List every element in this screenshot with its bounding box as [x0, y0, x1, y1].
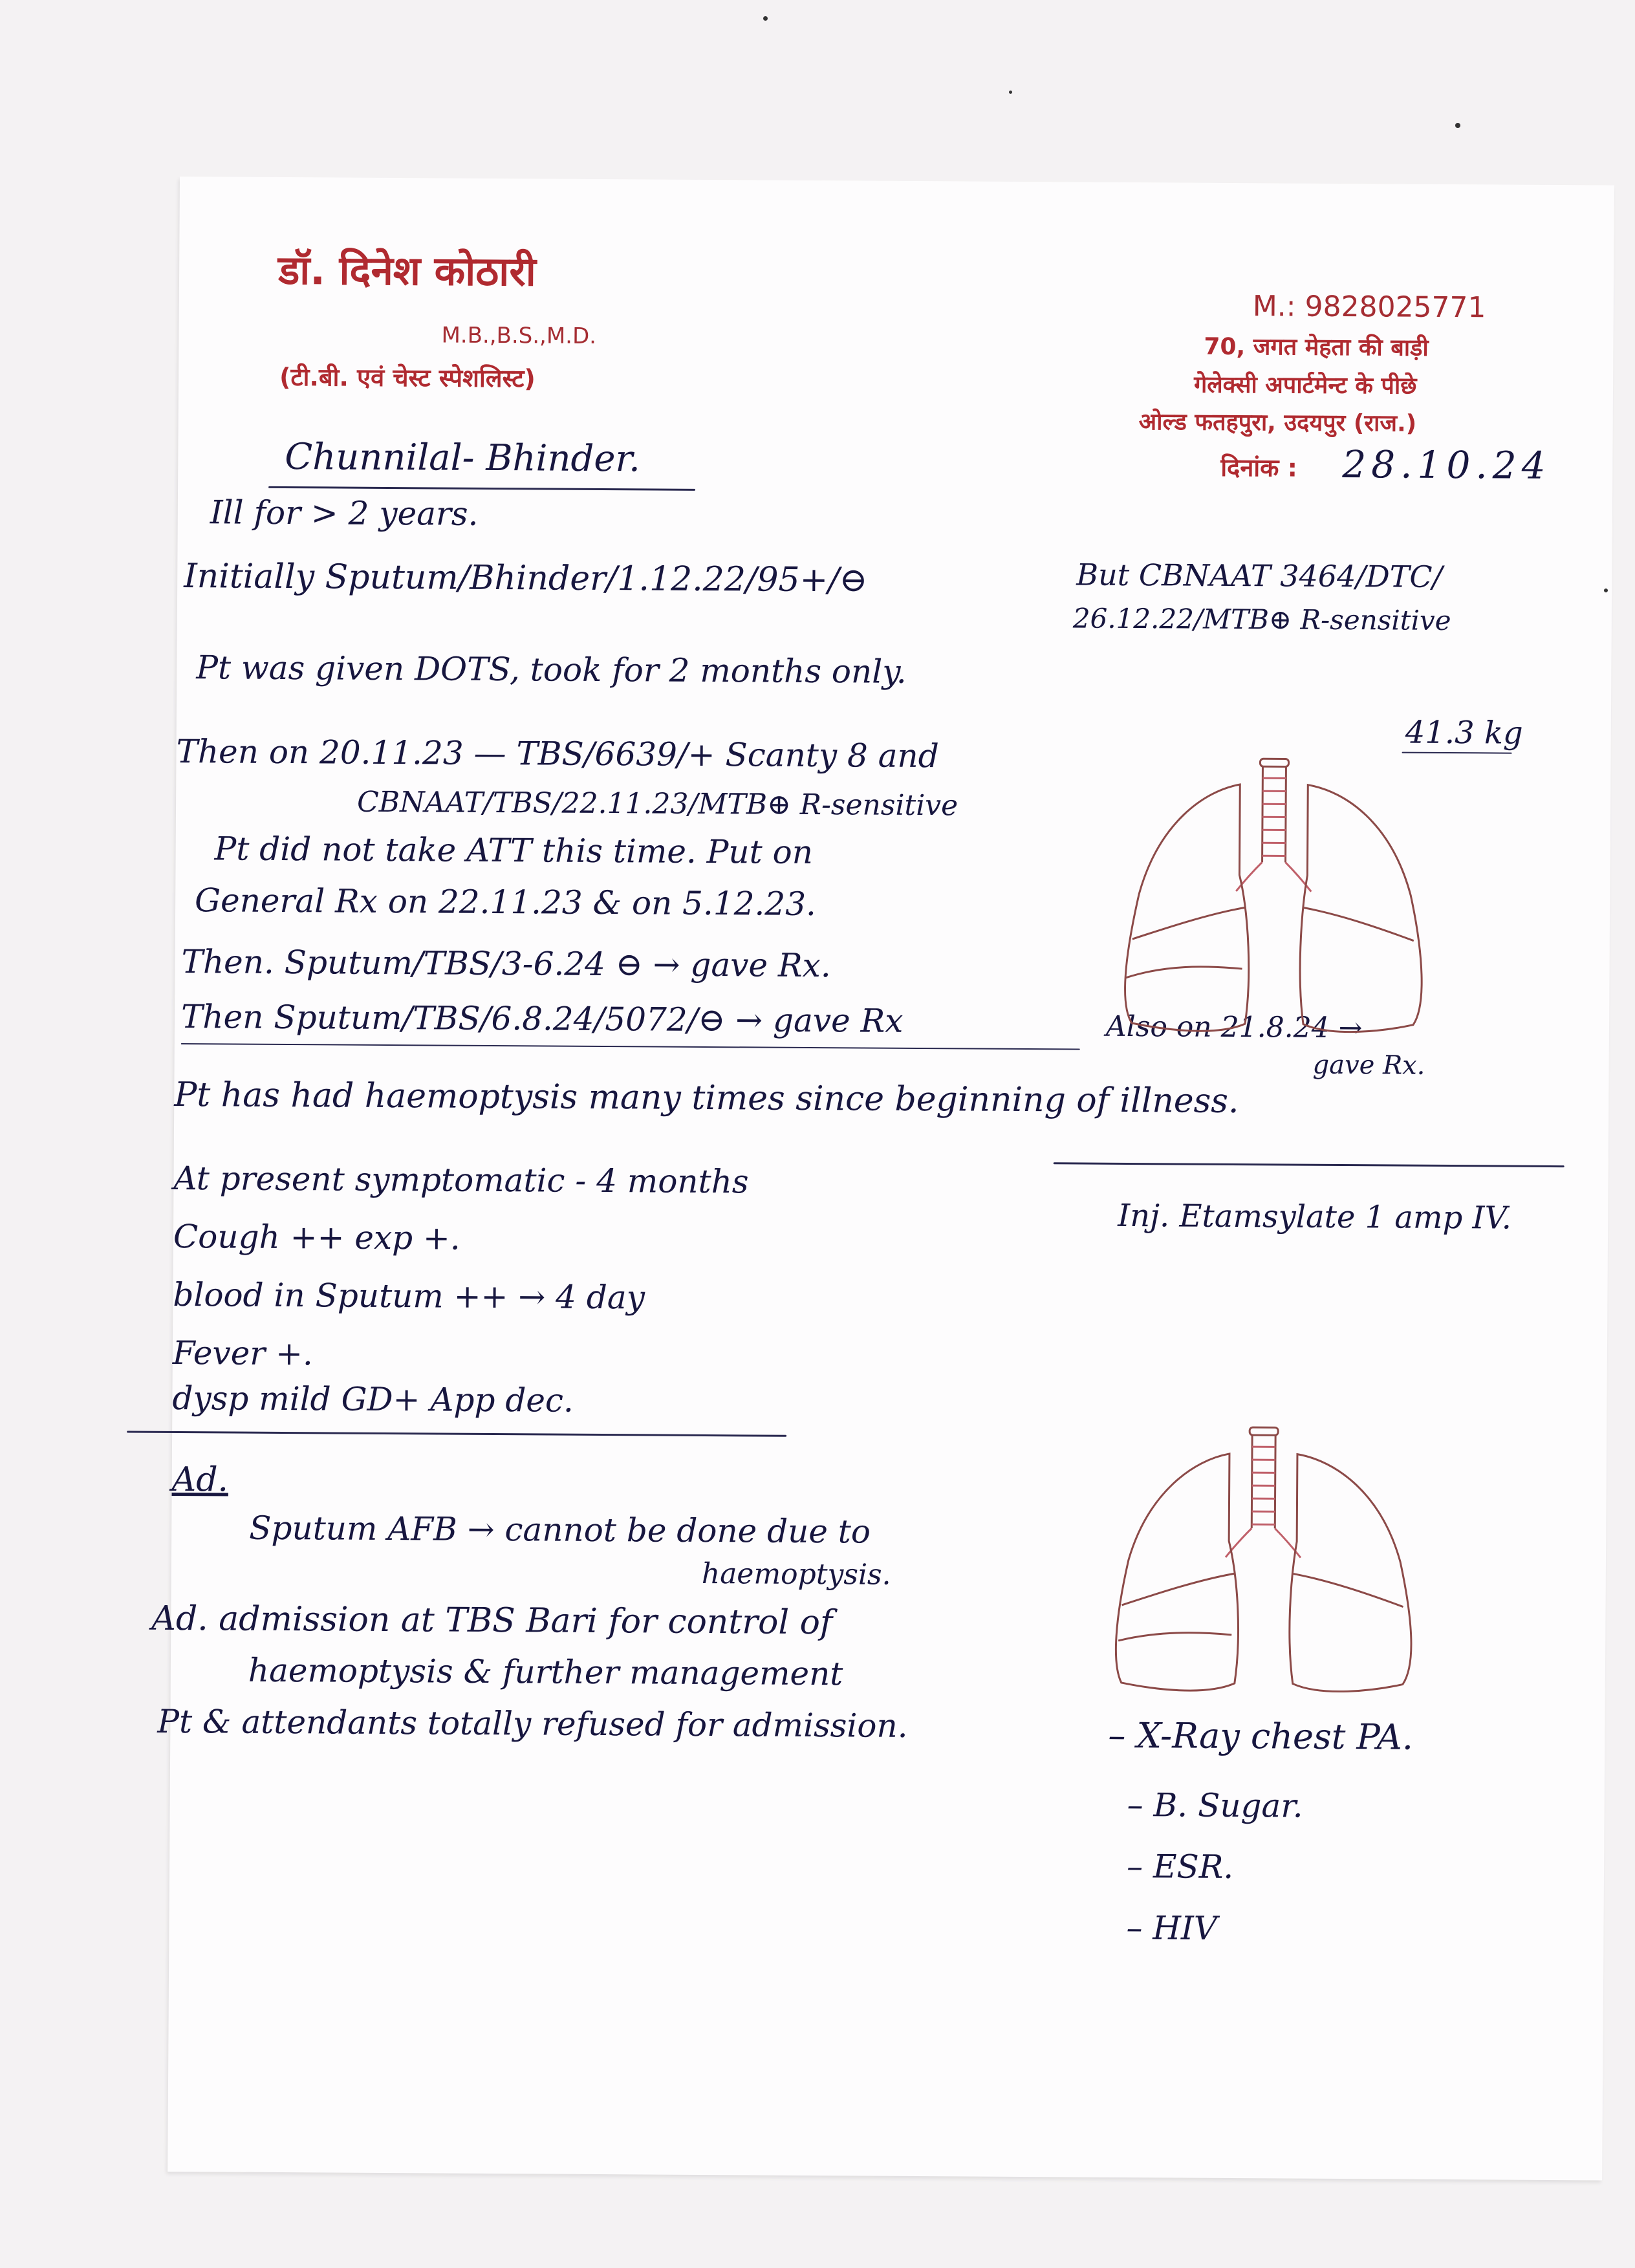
patient-name-underline [268, 486, 695, 491]
note-line: Pt was given DOTS, took for 2 months only. [196, 649, 907, 691]
patient-name: Chunnilal- Bhinder. [285, 436, 641, 481]
advice-line: haemoptysis & further management [248, 1651, 843, 1693]
advice-line: Sputum AFB → cannot be done due to [249, 1509, 871, 1551]
injection-note: Inj. Etamsylate 1 amp IV. [1118, 1197, 1512, 1237]
lungs-diagram-icon [1106, 745, 1444, 1051]
investigation-line: – B. Sugar. [1127, 1786, 1303, 1825]
lungs-diagram-icon [1096, 1418, 1434, 1711]
note-line: General Rx on 22.11.23 & on 5.12.23. [194, 881, 817, 923]
doctor-degree: M.B.,B.S.,M.D. [441, 322, 597, 349]
advice-line: Pt & attendants totally refused for admission. [157, 1702, 908, 1745]
date-label: दिनांक : [1220, 453, 1297, 482]
advice-line: Ad. admission at TBS Bari for control of [151, 1599, 833, 1643]
note-line: CBNAAT/TBS/22.11.23/MTB⊕ R-sensitive [356, 785, 958, 823]
address-line-2: गेलेक्सी अपार्टमेन्ट के पीछे [1193, 371, 1417, 400]
note-line: Initially Sputum/Bhinder/1.12.22/95+/⊖ [184, 557, 868, 600]
note-line: Then. Sputum/TBS/3-6.24 ⊖ → gave Rx. [181, 943, 831, 985]
investigation-line: – ESR. [1126, 1847, 1234, 1886]
injection-rule [1054, 1162, 1565, 1167]
scan-speck [1604, 589, 1608, 592]
scan-speck [763, 16, 768, 21]
note-line: But CBNAAT 3464/DTC/ [1076, 557, 1443, 594]
note-line: Also on 21.8.24 → [1105, 1010, 1363, 1045]
mobile-number: M.: 9828025771 [1252, 290, 1486, 325]
note-line: Cough ++ exp +. [173, 1217, 460, 1257]
note-line: Ill for > 2 years. [210, 493, 479, 533]
address-line-3: ओल्ड फतहपुरा, उदयपुर (राज.) [1138, 409, 1417, 437]
advice-heading: Ad. [171, 1460, 229, 1500]
scan-speck [1009, 91, 1012, 94]
note-line: Then Sputum/TBS/6.8.24/5072/⊖ → gave Rx [180, 998, 904, 1040]
doctor-specialty: (टी.बी. एवं चेस्ट स्पेशलिस्ट) [279, 362, 536, 393]
doctor-name: डॉ. दिनेश कोठारी [277, 246, 537, 296]
note-line: Then on 20.11.23 — TBS/6639/+ Scanty 8 and [176, 732, 939, 775]
note-line: blood in Sputum ++ → 4 day [173, 1275, 645, 1317]
address-line-1: 70, जगत मेहता की बाड़ी [1204, 333, 1429, 362]
note-line: Fever +. [172, 1334, 314, 1373]
prescription-sheet [151, 177, 1614, 2180]
note-line: Pt has had haemoptysis many times since beginning of illness. [174, 1075, 1239, 1121]
note-line: Pt did not take ATT this time. Put on [214, 830, 814, 871]
scan-speck [1455, 123, 1460, 128]
investigation-line: – HIV [1126, 1908, 1218, 1947]
investigation-line: – X-Ray chest PA. [1108, 1714, 1414, 1758]
note-line: gave Rx. [1312, 1050, 1425, 1081]
date-value: 28.10.24 [1342, 442, 1551, 488]
rx-underline [181, 1043, 1080, 1050]
note-line: At present symptomatic - 4 months [173, 1159, 749, 1201]
note-line: 26.12.22/MTB⊕ R-sensitive [1072, 602, 1451, 637]
weight-note: 41.3 kg [1405, 714, 1523, 751]
note-line: dysp mild GD+ App dec. [172, 1379, 574, 1420]
history-divider [127, 1431, 786, 1437]
advice-line: haemoptysis. [701, 1557, 891, 1592]
